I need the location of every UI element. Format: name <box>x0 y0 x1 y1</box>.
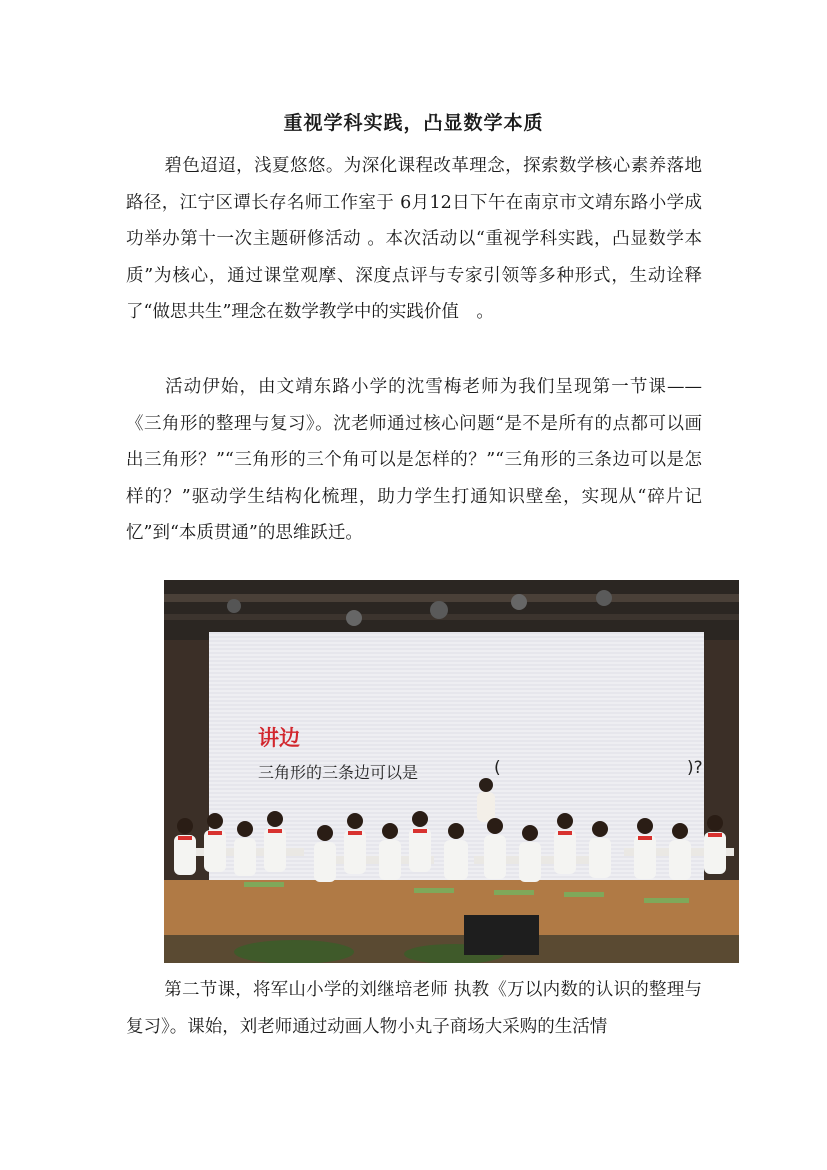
paragraph-second-lesson <box>126 972 702 1045</box>
paragraph-second-lesson-text: 第二节课，将军山小学的刘继培老师 执教《万以内数的认识的整理与复习》。课始，刘老师通过动画人物小丸子商场大采购的生活情 <box>126 980 702 1037</box>
paragraph-intro-text: 碧色迢迢，浅夏悠悠。为深化课程改革理念，探索数学核心素养落地路径，江宁区谭长存名师工作室于 6月12日下午在南京市文靖东路小学成功举办第十一次主题研修活动 。本次活动以“重视学科实践，凸显数学本质”为核心，通过课堂观摩、深度点评与专家引领等多种形式，生动诠释了“做思共生”理念在数学教学中的实践价值 。 <box>126 156 702 322</box>
classroom-photo <box>164 580 739 963</box>
paragraph-first-lesson-text: 活动伊始，由文靖东路小学的沈雪梅老师为我们呈现第一节课——《三角形的整理与复习》。沈老师通过核心问题“是不是所有的点都可以画出三角形？”“三角形的三个角可以是怎样的？”“三角形的三条边可以是怎样的？”驱动学生结构化梳理，助力学生打通知识壁垒，实现从“碎片记忆”到“本质贯通”的思维跃迁。 <box>126 377 702 543</box>
paragraph-first-lesson <box>126 369 702 552</box>
classroom-photo-illustration <box>164 580 739 963</box>
paragraph-intro <box>126 148 702 331</box>
slide-bracket-left: ( <box>494 758 501 778</box>
document-title: 重视学科实践，凸显数学本质 <box>283 112 544 134</box>
slide-heading: 讲边 <box>258 726 300 750</box>
slide-question: 三角形的三条边可以是 <box>258 763 419 782</box>
slide-bracket-right: )? <box>687 758 703 778</box>
